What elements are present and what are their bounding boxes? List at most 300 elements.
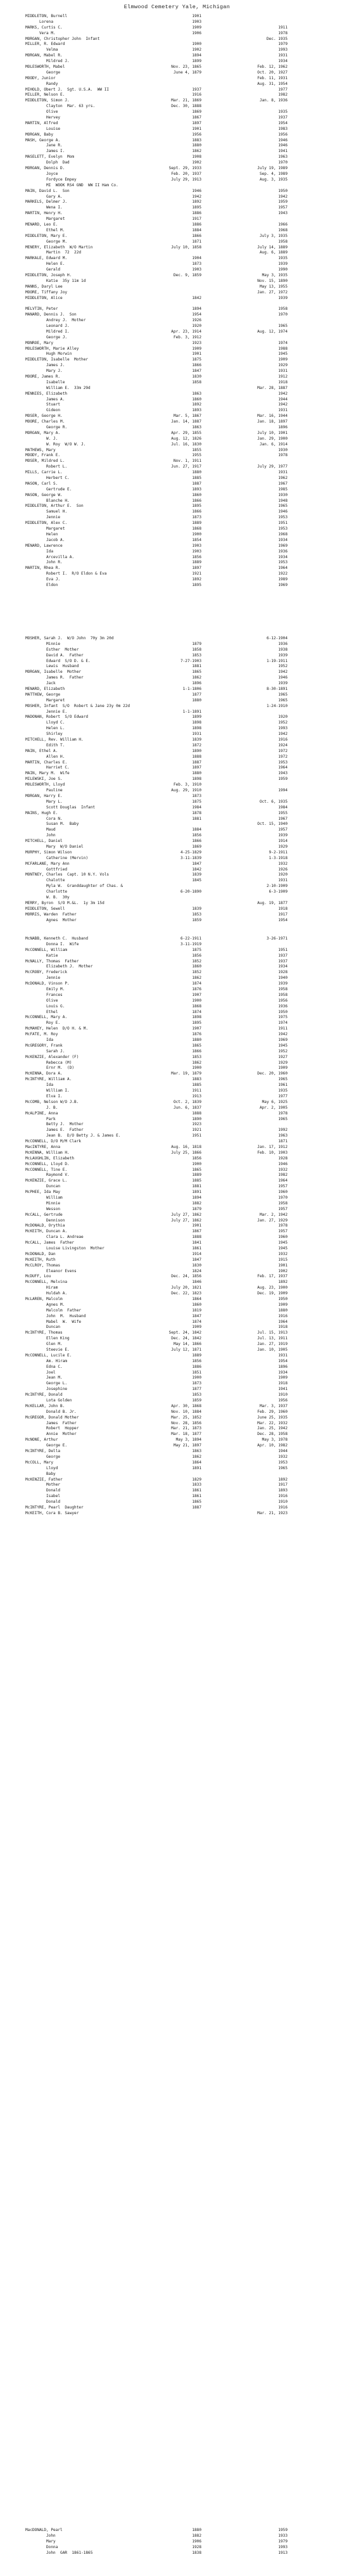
record-death-date: 1990 (278, 267, 288, 272)
record-name: Robert L. (25, 464, 68, 469)
burial-record (25, 177, 345, 183)
burial-record (25, 1049, 345, 1055)
record-birth-date: 1900 (192, 1066, 201, 1071)
burial-record (25, 1426, 345, 1432)
record-birth-date: 1887 (192, 1505, 201, 1510)
record-name: Ethel (25, 1009, 58, 1014)
record-birth-date: 6-22-1911 (180, 936, 201, 941)
record-name: MASON, Carl S. (25, 481, 58, 486)
record-name: Myla W. Granddaughter of Chas. & (25, 884, 123, 889)
burial-record (25, 392, 345, 397)
record-death-date: Jul. 13, 1911 (257, 1336, 288, 1341)
record-name: MOLESWORTH, Lloyd (25, 782, 65, 787)
burial-record (25, 205, 345, 211)
record-name: MOSER, Mildred L. (25, 459, 65, 464)
burial-record (25, 1297, 345, 1303)
record-name: McKEITH, Ruth (25, 1257, 56, 1262)
record-birth-date: 1921 (192, 571, 201, 577)
record-birth-date: 1882 (192, 2533, 201, 2538)
record-death-date: 1942 (278, 732, 288, 737)
burial-record (25, 183, 345, 189)
record-birth-date: Nov. 1, 1911 (173, 459, 201, 464)
record-death-date: 1935 (278, 110, 288, 115)
record-name: Ida (25, 1083, 54, 1088)
record-death-date: 1956 (278, 132, 288, 137)
record-birth-date: 1876 (192, 987, 201, 992)
record-death-date: 1-3-1918 (269, 855, 288, 860)
record-name: Roy E. (25, 1021, 61, 1026)
record-death-date: Oct. 6, 1935 (259, 799, 288, 804)
record-death-date: 1909 (278, 1302, 288, 1307)
record-name: MARKALE, Edward M. (25, 256, 68, 261)
burial-record (25, 1443, 345, 1449)
record-death-date: 1871 (278, 1139, 288, 1144)
record-name: McKEITH, Duncan A. (25, 1229, 68, 1234)
record-name: Allen H. (25, 754, 65, 759)
record-name: Baby (25, 1471, 56, 1476)
record-death-date: 1953 (278, 760, 288, 765)
record-birth-date: 1855 (192, 447, 201, 452)
record-name: MILEWSKI, Joe S. (25, 777, 63, 782)
record-birth-date: 1869 (192, 110, 201, 115)
record-death-date: 6-12-1904 (266, 636, 288, 641)
record-birth-date: July 20, 1821 (171, 1285, 201, 1291)
record-death-date: 1915 (278, 1257, 288, 1262)
record-birth-date: 1916 (192, 92, 201, 98)
record-birth-date: 1865 (192, 670, 201, 675)
record-birth-date: 1866 (192, 509, 201, 514)
record-birth-date: 1902 (192, 160, 201, 165)
record-name: MASELETT, Evelyn Mom (25, 155, 75, 160)
record-name: MOORE, James R. (25, 374, 61, 379)
burial-record (25, 499, 345, 504)
record-death-date: 1992 (278, 1128, 288, 1133)
record-name: Hervey (25, 115, 61, 120)
record-death-date: 1959 (278, 200, 288, 205)
record-name: Olive (25, 998, 58, 1003)
burial-record (25, 1274, 345, 1280)
record-birth-date: 1892 (192, 402, 201, 407)
burial-record (25, 509, 345, 515)
record-birth-date: Aug. 16, 1818 (171, 1144, 201, 1149)
record-name: John GAR 1861-1865 (25, 2550, 93, 2555)
record-birth-date: 1895 (192, 582, 201, 587)
record-death-date: 1936 (278, 549, 288, 554)
burial-record (25, 166, 345, 172)
record-name: William I. (25, 1088, 70, 1094)
record-name: McLAUGHLIN, Elizabeth (25, 1156, 75, 1161)
record-death-date: 1913 (278, 2550, 288, 2555)
record-name: Donna I. Wife (25, 941, 79, 947)
burial-record (25, 1258, 345, 1263)
record-death-date: 1939 (278, 653, 288, 658)
record-death-date: 1978 (278, 1111, 288, 1116)
record-birth-date: 1875 (192, 357, 201, 362)
record-birth-date: 1856 (192, 1156, 201, 1161)
burial-record (25, 538, 345, 544)
burial-record (25, 1162, 345, 1168)
record-death-date: 1953 (278, 1460, 288, 1465)
record-death-date: 1946 (278, 143, 288, 148)
record-name: MENERY, Elizabeth W/O Martin (25, 245, 93, 250)
record-birth-date: 1901 (192, 14, 201, 18)
burial-record (25, 715, 345, 720)
burial-record (25, 1381, 345, 1387)
record-death-date: 1931 (278, 369, 288, 374)
record-death-date: 1918 (278, 379, 288, 385)
burial-record (25, 1438, 345, 1443)
record-death-date: 1930 (278, 492, 288, 497)
record-name: Chalotte (25, 878, 65, 883)
burial-record (25, 1240, 345, 1246)
record-name: MORGAN, Baby (25, 132, 54, 137)
burial-record (25, 959, 345, 965)
record-birth-date: 1873 (192, 1381, 201, 1386)
record-death-date: 1974 (278, 1021, 288, 1026)
record-birth-date: 1868 (192, 1004, 201, 1009)
record-name: MORGAN, Christopher John Infant (25, 36, 100, 41)
record-birth-date: 1880 (192, 698, 201, 703)
record-birth-date: 1847 (192, 369, 201, 374)
burial-record (25, 70, 345, 76)
record-death-date: 1945 (278, 1246, 288, 1251)
record-name: McNALLY, Thomas Father (25, 959, 79, 964)
burial-record (25, 953, 345, 959)
record-death-date: 1960 (278, 1190, 288, 1195)
burial-record (25, 138, 345, 144)
record-name: W. J. (25, 436, 58, 441)
burial-record (25, 918, 345, 924)
record-birth-date: 1899 (192, 59, 201, 64)
burial-record (25, 817, 345, 822)
record-death-date: 1964 (278, 1319, 288, 1324)
burial-record (25, 653, 345, 659)
record-death-date: May 6, 1925 (262, 1099, 288, 1104)
burial-record (25, 647, 345, 653)
record-death-date: 1978 (278, 1223, 288, 1228)
record-name: MARTIN, Henry H. (25, 211, 63, 216)
record-name: Mother (25, 1482, 61, 1488)
burial-record (25, 998, 345, 1004)
record-name: MASH, George A. (25, 137, 61, 143)
record-birth-date: Mar. 25, 1852 (171, 1415, 201, 1420)
record-birth-date: June 4, 1879 (173, 70, 201, 75)
burial-record (25, 1505, 345, 1511)
record-name: MERRY, Byron S/O M.&L. 1y 3m 15d (25, 900, 104, 905)
burial-record (25, 1421, 345, 1427)
record-name: MOLESWORTH, Marie Alley (25, 346, 79, 351)
record-name: MENARD, Elizabeth (25, 687, 65, 692)
record-name: Jennie (25, 515, 61, 520)
record-name: Betty J. Mother (25, 1122, 84, 1127)
record-name: Minnie (25, 1201, 61, 1206)
record-birth-date: 1902 (192, 48, 201, 53)
record-birth-date: Dec. 30, 1888 (171, 104, 201, 109)
record-death-date: 1953 (278, 515, 288, 520)
record-birth-date: Mar. 21, 1869 (171, 98, 201, 103)
burial-record (25, 408, 345, 414)
record-birth-date: 1860 (192, 492, 201, 497)
burial-record (25, 1353, 345, 1359)
burial-record (25, 414, 345, 419)
record-birth-date: May 21, 1897 (173, 1443, 201, 1448)
burial-record (25, 687, 345, 692)
burial-record (25, 583, 345, 589)
burial-record (25, 675, 345, 681)
record-death-date: 1942 (278, 402, 288, 407)
burial-record (25, 1156, 345, 1162)
record-name: MAIN, Ethel A. (25, 748, 58, 753)
burial-record (25, 1004, 345, 1010)
record-death-date: 1957 (278, 205, 288, 210)
record-death-date: 1957 (278, 827, 288, 832)
record-death-date: 1935 (278, 1088, 288, 1094)
record-name: MOLESWORTH, Mabel (25, 65, 65, 70)
record-name: Gottfried (25, 867, 68, 872)
burial-record (25, 228, 345, 234)
burial-record (25, 1088, 345, 1094)
record-name: McKEITH, Cora B. Sawyer (25, 1510, 79, 1515)
burial-record (25, 1122, 345, 1128)
burial-record (25, 357, 345, 363)
record-death-date: 1909 (278, 1066, 288, 1071)
burial-record (25, 987, 345, 993)
record-death-date: 1944 (278, 397, 288, 402)
burial-record (25, 1151, 345, 1156)
record-birth-date: 1862 (192, 976, 201, 981)
record-name: Ida (25, 1038, 54, 1043)
burial-record (25, 160, 345, 166)
burial-record (25, 698, 345, 704)
record-name: Cora N. (25, 816, 63, 821)
record-birth-date: 1911 (192, 1088, 201, 1094)
record-death-date: 1983 (278, 126, 288, 131)
record-name: David A. Father (25, 653, 84, 658)
burial-record (25, 981, 345, 987)
record-death-date: 1952 (278, 664, 288, 669)
record-birth-date: 1885 (192, 476, 201, 481)
record-name: Lota Golden (25, 1398, 72, 1403)
record-name: Mary J. (25, 369, 63, 374)
record-name: Robert Hopper (25, 1426, 79, 1431)
record-birth-date: 1862 (192, 675, 201, 680)
record-death-date: 1959 (278, 777, 288, 782)
burial-record (25, 1370, 345, 1376)
burial-record (25, 1139, 345, 1145)
record-name: James R. Father (25, 675, 84, 680)
record-name: Katie (25, 953, 58, 958)
burial-record (25, 1043, 345, 1049)
record-birth-date: 1887 (192, 481, 201, 486)
record-name: MORGAN, Mary A. (25, 430, 61, 435)
burial-record (25, 104, 345, 110)
record-birth-date: 1877 (192, 692, 201, 697)
record-name: MARTIN, Alfred (25, 120, 58, 125)
record-name: Jean B. D/O Betty J. & James E. (25, 1133, 121, 1138)
record-death-date: Apr. 2, 1905 (259, 1105, 288, 1110)
burial-record (25, 544, 345, 549)
burial-record (25, 155, 345, 160)
record-birth-date: 1886 (192, 222, 201, 227)
burial-record (25, 549, 345, 555)
burial-record (25, 59, 345, 65)
record-birth-date: 1889 (192, 1353, 201, 1358)
record-death-date: Mar. 2, 1942 (259, 1212, 288, 1217)
record-name: Clara L. Andreae (25, 1235, 84, 1240)
burial-record (25, 1410, 345, 1415)
record-birth-date: 1862 (192, 1060, 201, 1065)
record-name: McFATE, M. Roy (25, 1032, 58, 1037)
record-name: McCROBY, Frederick (25, 970, 68, 975)
record-birth-date: 1864 (192, 1460, 201, 1465)
record-birth-date: 1914 (192, 1251, 201, 1256)
record-birth-date: 1937 (192, 87, 201, 92)
burial-record (25, 1201, 345, 1207)
record-name: Dennison (25, 1218, 65, 1223)
record-death-date: 1932 (278, 1167, 288, 1172)
burial-record (25, 374, 345, 380)
record-death-date: Apr. 10, 1982 (257, 1443, 288, 1448)
record-death-date: Aug. 23, 1900 (257, 1285, 288, 1291)
burial-record (25, 710, 345, 715)
burial-record (25, 1455, 345, 1460)
record-birth-date: 1858 (192, 647, 201, 652)
burial-record (25, 42, 345, 48)
record-name: MILLER, R. Edward (25, 42, 65, 47)
record-death-date: 1954 (278, 120, 288, 125)
record-name: MCFARLANE, Mary Ann (25, 861, 70, 866)
record-death-date: 1965 (278, 323, 288, 328)
record-birth-date: 4-25-1829 (180, 850, 201, 855)
record-birth-date: 1872 (192, 743, 201, 748)
record-birth-date: 1931 (192, 732, 201, 737)
record-death-date: Dec. 1935 (266, 36, 288, 41)
burial-record (25, 850, 345, 856)
burial-record (25, 907, 345, 912)
record-birth-date: 1900 (192, 42, 201, 47)
record-name: Clayton Mar. 63 yrs. (25, 104, 96, 109)
record-name: George E. (25, 1443, 68, 1448)
record-birth-date: Feb. 3, 1912 (173, 335, 201, 340)
record-birth-date: 1895 (192, 1021, 201, 1026)
record-death-date: Feb. 11, 1931 (257, 75, 288, 80)
record-name: MIDDLETON, Isabelle Mother (25, 357, 89, 362)
burial-record (25, 1285, 345, 1291)
record-birth-date: 1890 (192, 1116, 201, 1121)
record-birth-date: 1858 (192, 379, 201, 385)
record-death-date: Jan. 17, 1912 (257, 1144, 288, 1149)
record-name: Katie 35y 11m 1d (25, 278, 86, 283)
record-birth-date: 1873 (192, 262, 201, 267)
record-death-date: 1962 (278, 476, 288, 481)
record-name: Jacob A. (25, 537, 65, 542)
record-death-date: 1941 (278, 149, 288, 154)
record-birth-date: 1901 (192, 352, 201, 357)
record-death-date: 1916 (278, 737, 288, 743)
record-name: James J. (25, 363, 65, 368)
record-birth-date: 1863 (192, 425, 201, 430)
burial-record (25, 771, 345, 777)
record-name: James Father (25, 1420, 77, 1425)
record-birth-date: 1861 (192, 1246, 201, 1251)
record-death-date: 1993 (278, 726, 288, 731)
burial-record (25, 459, 345, 464)
record-death-date: 1935 (278, 256, 288, 261)
burial-record (25, 476, 345, 481)
record-birth-date: 1900 (192, 1161, 201, 1166)
record-name: W. Roy W/O W. J. (25, 442, 86, 447)
record-name: Edith T. (25, 743, 65, 748)
record-birth-date: 1-1-1806 (182, 687, 201, 692)
record-death-date: 1970 (278, 160, 288, 165)
burial-record (25, 1466, 345, 1472)
record-birth-date: 1876 (192, 1032, 201, 1037)
record-birth-date: May 3, 1894 (175, 1438, 201, 1443)
burial-record (25, 296, 345, 302)
burial-record (25, 2528, 345, 2534)
burial-record (25, 189, 345, 194)
record-birth-date: 1851 (192, 1370, 201, 1375)
record-name: James E. Father (25, 1128, 84, 1133)
record-name: William (25, 1195, 63, 1200)
burial-record (25, 1252, 345, 1258)
record-birth-date: 1897 (192, 120, 201, 125)
record-death-date: 1946 (278, 509, 288, 514)
record-birth-date: 1881 (192, 816, 201, 821)
burial-record (25, 720, 345, 726)
record-birth-date: 1839 (192, 737, 201, 743)
record-death-date: 1969 (278, 543, 288, 548)
record-name: MOSHER, Sarah J. W/O John 70y 3m 20d (25, 636, 114, 641)
record-death-date: 1918 (278, 1381, 288, 1386)
burial-record (25, 1511, 345, 1517)
record-birth-date: 1900 (192, 532, 201, 537)
record-name: Ethel M. (25, 227, 65, 233)
record-name: Arcevilla A. (25, 554, 75, 559)
record-name: George (25, 70, 61, 75)
burial-record (25, 704, 345, 710)
record-name: Isabelle (25, 379, 65, 385)
record-name: Randy (25, 81, 58, 86)
record-death-date: July 3, 1935 (259, 233, 288, 238)
burial-record (25, 692, 345, 698)
record-death-date: 1952 (278, 1049, 288, 1054)
burial-record (25, 211, 345, 217)
record-name: McCONNELL, Lloyd D. (25, 1161, 70, 1166)
record-name: McCOMB, Nelson W/O J.B. (25, 1099, 79, 1104)
record-name: McPHEE, Ida May (25, 1190, 61, 1195)
record-name: Gerald (25, 267, 61, 272)
burial-record (25, 993, 345, 998)
record-name: Am. Hiram (25, 1358, 68, 1363)
record-birth-date: 1865 (192, 1167, 201, 1172)
record-name: MOODY, Junior (25, 75, 56, 80)
burial-record (25, 25, 345, 31)
record-name: MIHOLD, Obert J. Sgt. U.S.A. WW II (25, 87, 110, 92)
record-birth-date: 1873 (192, 793, 201, 798)
record-death-date: 1939 (278, 295, 288, 300)
burial-record (25, 267, 345, 273)
record-name: MONTNEY, Charles Capt. 10 N.Y. Vols (25, 872, 110, 877)
record-name: Jack (25, 681, 56, 686)
burial-record (25, 743, 345, 749)
record-death-date: 1893 (278, 1488, 288, 1493)
record-name: Minnie (25, 641, 61, 646)
record-birth-date: 1853 (192, 912, 201, 917)
record-name: MARKELS, Delmer J. (25, 200, 68, 205)
burial-record (25, 1477, 345, 1483)
record-birth-date: Dec. 22, 1823 (171, 1291, 201, 1296)
